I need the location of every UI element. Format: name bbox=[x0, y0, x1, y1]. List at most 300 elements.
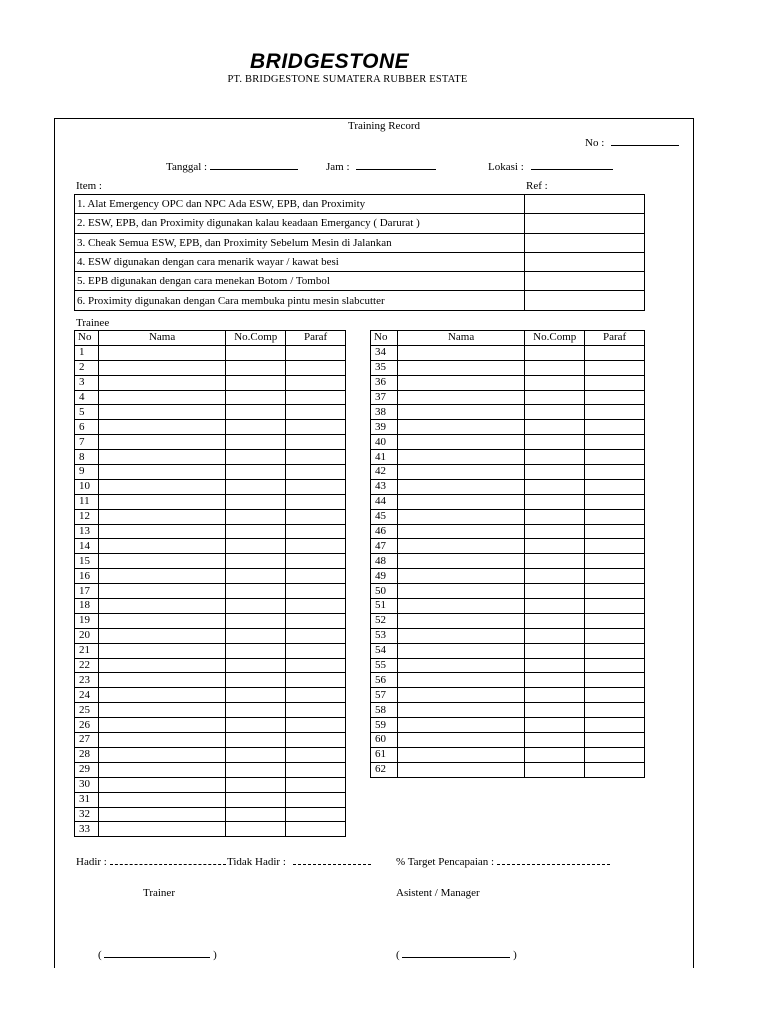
row-number: 49 bbox=[371, 569, 398, 584]
trainee-row bbox=[371, 375, 645, 390]
nocomp-cell[interactable] bbox=[525, 747, 585, 762]
nocomp-cell[interactable] bbox=[226, 658, 286, 673]
paraf-cell[interactable] bbox=[585, 420, 645, 435]
target-blank[interactable] bbox=[497, 854, 610, 865]
trainer-signature-blank[interactable] bbox=[104, 947, 210, 958]
row-number: 43 bbox=[371, 479, 398, 494]
paraf-cell[interactable] bbox=[286, 375, 346, 390]
nocomp-cell[interactable] bbox=[525, 688, 585, 703]
nama-cell[interactable] bbox=[98, 703, 225, 718]
nocomp-cell[interactable] bbox=[226, 479, 286, 494]
nocomp-cell[interactable] bbox=[226, 390, 286, 405]
nama-cell[interactable] bbox=[98, 599, 225, 614]
nama-cell[interactable] bbox=[98, 420, 225, 435]
paraf-cell[interactable] bbox=[585, 494, 645, 509]
trainee-row bbox=[75, 703, 346, 718]
item-text: 6. Proximity digunakan dengan Cara membuka pintu mesin slabcutter bbox=[75, 291, 525, 310]
nama-cell[interactable] bbox=[397, 733, 524, 748]
nocomp-cell[interactable] bbox=[226, 718, 286, 733]
paraf-cell[interactable] bbox=[585, 509, 645, 524]
nama-cell[interactable] bbox=[98, 554, 225, 569]
trainee-header-row bbox=[75, 331, 346, 346]
paraf-cell[interactable] bbox=[286, 807, 346, 822]
paraf-cell[interactable] bbox=[585, 688, 645, 703]
paraf-cell[interactable] bbox=[286, 450, 346, 465]
nama-cell[interactable] bbox=[397, 688, 524, 703]
ref-cell[interactable] bbox=[525, 291, 645, 310]
nocomp-cell[interactable] bbox=[525, 524, 585, 539]
trainee-body-left bbox=[75, 345, 346, 836]
nama-cell[interactable] bbox=[397, 375, 524, 390]
trainee-row bbox=[371, 479, 645, 494]
paraf-cell[interactable] bbox=[585, 375, 645, 390]
row-number: 37 bbox=[371, 390, 398, 405]
row-number: 50 bbox=[371, 584, 398, 599]
paraf-cell[interactable] bbox=[286, 628, 346, 643]
paraf-cell[interactable] bbox=[585, 747, 645, 762]
col-no: No bbox=[371, 331, 398, 346]
paraf-cell[interactable] bbox=[286, 435, 346, 450]
paraf-cell[interactable] bbox=[286, 345, 346, 360]
nama-cell[interactable] bbox=[397, 628, 524, 643]
nocomp-cell[interactable] bbox=[226, 360, 286, 375]
trainee-row bbox=[75, 673, 346, 688]
row-number: 24 bbox=[75, 688, 99, 703]
nocomp-cell[interactable] bbox=[525, 658, 585, 673]
nocomp-cell[interactable] bbox=[226, 494, 286, 509]
row-number: 38 bbox=[371, 405, 398, 420]
paraf-cell[interactable] bbox=[585, 405, 645, 420]
row-number: 51 bbox=[371, 599, 398, 614]
trainee-row bbox=[75, 390, 346, 405]
ref-cell[interactable] bbox=[525, 272, 645, 291]
nocomp-cell[interactable] bbox=[525, 613, 585, 628]
row-number: 9 bbox=[75, 465, 99, 480]
nocomp-cell[interactable] bbox=[525, 465, 585, 480]
nama-cell[interactable] bbox=[98, 479, 225, 494]
nocomp-cell[interactable] bbox=[525, 762, 585, 777]
nocomp-cell[interactable] bbox=[525, 420, 585, 435]
nocomp-cell[interactable] bbox=[525, 643, 585, 658]
paraf-cell[interactable] bbox=[585, 345, 645, 360]
row-number: 46 bbox=[371, 524, 398, 539]
paraf-cell[interactable] bbox=[585, 733, 645, 748]
tanggal-label: Tanggal : bbox=[166, 161, 208, 173]
nocomp-cell[interactable] bbox=[226, 524, 286, 539]
paraf-cell[interactable] bbox=[286, 762, 346, 777]
trainee-row bbox=[75, 360, 346, 375]
nocomp-cell[interactable] bbox=[226, 747, 286, 762]
row-number: 13 bbox=[75, 524, 99, 539]
nama-cell[interactable] bbox=[397, 360, 524, 375]
nocomp-cell[interactable] bbox=[226, 450, 286, 465]
nocomp-cell[interactable] bbox=[525, 569, 585, 584]
nocomp-cell[interactable] bbox=[226, 733, 286, 748]
paraf-cell[interactable] bbox=[286, 584, 346, 599]
nocomp-cell[interactable] bbox=[226, 792, 286, 807]
nocomp-cell[interactable] bbox=[226, 554, 286, 569]
row-number: 19 bbox=[75, 613, 99, 628]
nama-cell[interactable] bbox=[98, 718, 225, 733]
item-row bbox=[75, 195, 645, 214]
nocomp-cell[interactable] bbox=[226, 584, 286, 599]
nama-cell[interactable] bbox=[397, 569, 524, 584]
nama-cell[interactable] bbox=[98, 807, 225, 822]
nama-cell[interactable] bbox=[98, 673, 225, 688]
row-number: 42 bbox=[371, 465, 398, 480]
paraf-cell[interactable] bbox=[585, 613, 645, 628]
jam-blank[interactable] bbox=[356, 159, 436, 170]
trainee-row bbox=[371, 688, 645, 703]
paraf-cell[interactable] bbox=[585, 524, 645, 539]
row-number: 41 bbox=[371, 450, 398, 465]
paraf-cell[interactable] bbox=[286, 599, 346, 614]
row-number: 8 bbox=[75, 450, 99, 465]
trainee-row bbox=[371, 718, 645, 733]
paraf-cell[interactable] bbox=[286, 390, 346, 405]
nama-cell[interactable] bbox=[98, 777, 225, 792]
no-label: No : bbox=[585, 137, 605, 149]
nama-cell[interactable] bbox=[397, 643, 524, 658]
trainee-row bbox=[75, 628, 346, 643]
company-name: PT. BRIDGESTONE SUMATERA RUBBER ESTATE bbox=[227, 74, 468, 85]
paraf-cell[interactable] bbox=[585, 569, 645, 584]
nocomp-cell[interactable] bbox=[525, 673, 585, 688]
nocomp-cell[interactable] bbox=[226, 822, 286, 837]
trainee-row bbox=[371, 539, 645, 554]
nama-cell[interactable] bbox=[98, 390, 225, 405]
paraf-cell[interactable] bbox=[286, 360, 346, 375]
nocomp-cell[interactable] bbox=[525, 539, 585, 554]
paraf-cell[interactable] bbox=[585, 360, 645, 375]
row-number: 21 bbox=[75, 643, 99, 658]
tidak-hadir-blank[interactable] bbox=[293, 854, 371, 865]
nama-cell[interactable] bbox=[98, 524, 225, 539]
nocomp-cell[interactable] bbox=[525, 405, 585, 420]
row-number: 5 bbox=[75, 405, 99, 420]
ref-cell[interactable] bbox=[525, 252, 645, 271]
nama-cell[interactable] bbox=[397, 420, 524, 435]
paraf-cell[interactable] bbox=[286, 733, 346, 748]
nocomp-cell[interactable] bbox=[226, 688, 286, 703]
item-text: 4. ESW digunakan dengan cara menarik wayar / kawat besi bbox=[75, 252, 525, 271]
nama-cell[interactable] bbox=[98, 688, 225, 703]
trainee-row bbox=[371, 628, 645, 643]
nama-cell[interactable] bbox=[397, 465, 524, 480]
paraf-cell[interactable] bbox=[585, 628, 645, 643]
close-paren: ) bbox=[213, 949, 217, 961]
lokasi-field bbox=[488, 159, 613, 173]
trainee-row bbox=[75, 643, 346, 658]
trainee-body-right bbox=[371, 345, 645, 777]
item-row bbox=[75, 233, 645, 252]
nama-cell[interactable] bbox=[397, 718, 524, 733]
nama-cell[interactable] bbox=[98, 584, 225, 599]
nama-cell[interactable] bbox=[98, 643, 225, 658]
paraf-cell[interactable] bbox=[286, 465, 346, 480]
close-paren: ) bbox=[513, 949, 517, 961]
nocomp-cell[interactable] bbox=[226, 405, 286, 420]
nocomp-cell[interactable] bbox=[226, 599, 286, 614]
trainee-row bbox=[371, 703, 645, 718]
paraf-cell[interactable] bbox=[286, 747, 346, 762]
nama-cell[interactable] bbox=[397, 450, 524, 465]
paraf-cell[interactable] bbox=[286, 777, 346, 792]
trainee-row bbox=[75, 658, 346, 673]
paraf-cell[interactable] bbox=[585, 762, 645, 777]
nama-cell[interactable] bbox=[397, 479, 524, 494]
row-number: 33 bbox=[75, 822, 99, 837]
paraf-cell[interactable] bbox=[286, 792, 346, 807]
nocomp-cell[interactable] bbox=[525, 509, 585, 524]
tanggal-blank[interactable] bbox=[210, 159, 298, 170]
ref-cell[interactable] bbox=[525, 214, 645, 233]
paraf-cell[interactable] bbox=[286, 494, 346, 509]
trainee-row bbox=[75, 345, 346, 360]
row-number: 57 bbox=[371, 688, 398, 703]
trainee-row bbox=[371, 613, 645, 628]
row-number: 56 bbox=[371, 673, 398, 688]
row-number: 40 bbox=[371, 435, 398, 450]
nama-cell[interactable] bbox=[98, 613, 225, 628]
open-paren: ( bbox=[98, 949, 102, 961]
nama-cell[interactable] bbox=[98, 360, 225, 375]
nocomp-cell[interactable] bbox=[525, 628, 585, 643]
col-no: No bbox=[75, 331, 99, 346]
no-blank[interactable] bbox=[611, 135, 679, 146]
nocomp-cell[interactable] bbox=[226, 375, 286, 390]
nocomp-cell[interactable] bbox=[525, 390, 585, 405]
nama-cell[interactable] bbox=[98, 733, 225, 748]
trainee-row bbox=[371, 599, 645, 614]
paraf-cell[interactable] bbox=[286, 703, 346, 718]
nama-cell[interactable] bbox=[397, 673, 524, 688]
paraf-cell[interactable] bbox=[286, 405, 346, 420]
nama-cell[interactable] bbox=[98, 762, 225, 777]
row-number: 2 bbox=[75, 360, 99, 375]
paraf-cell[interactable] bbox=[286, 554, 346, 569]
nocomp-cell[interactable] bbox=[226, 613, 286, 628]
nama-cell[interactable] bbox=[98, 450, 225, 465]
jam-label: Jam : bbox=[326, 161, 350, 173]
nama-cell[interactable] bbox=[397, 435, 524, 450]
trainee-row bbox=[371, 524, 645, 539]
nama-cell[interactable] bbox=[397, 524, 524, 539]
nama-cell[interactable] bbox=[98, 494, 225, 509]
no-field bbox=[585, 135, 679, 149]
trainee-row bbox=[75, 554, 346, 569]
nocomp-cell[interactable] bbox=[226, 420, 286, 435]
nama-cell[interactable] bbox=[397, 599, 524, 614]
ref-cell[interactable] bbox=[525, 195, 645, 214]
nama-cell[interactable] bbox=[397, 345, 524, 360]
paraf-cell[interactable] bbox=[585, 539, 645, 554]
nama-cell[interactable] bbox=[397, 658, 524, 673]
paraf-cell[interactable] bbox=[286, 420, 346, 435]
nocomp-cell[interactable] bbox=[525, 718, 585, 733]
nama-cell[interactable] bbox=[397, 747, 524, 762]
paraf-cell[interactable] bbox=[286, 613, 346, 628]
nama-cell[interactable] bbox=[98, 628, 225, 643]
trainee-row bbox=[75, 405, 346, 420]
paraf-cell[interactable] bbox=[585, 435, 645, 450]
nama-cell[interactable] bbox=[397, 494, 524, 509]
row-number: 30 bbox=[75, 777, 99, 792]
item-row bbox=[75, 272, 645, 291]
nama-cell[interactable] bbox=[98, 509, 225, 524]
bridgestone-logo: BRIDGESTONE bbox=[250, 50, 410, 73]
paraf-cell[interactable] bbox=[286, 688, 346, 703]
paraf-cell[interactable] bbox=[585, 554, 645, 569]
row-number: 4 bbox=[75, 390, 99, 405]
nocomp-cell[interactable] bbox=[525, 554, 585, 569]
nama-cell[interactable] bbox=[98, 405, 225, 420]
paraf-cell[interactable] bbox=[286, 524, 346, 539]
nocomp-cell[interactable] bbox=[226, 807, 286, 822]
row-number: 52 bbox=[371, 613, 398, 628]
paraf-cell[interactable] bbox=[585, 673, 645, 688]
nocomp-cell[interactable] bbox=[226, 643, 286, 658]
nocomp-cell[interactable] bbox=[226, 777, 286, 792]
nocomp-cell[interactable] bbox=[525, 733, 585, 748]
nocomp-cell[interactable] bbox=[525, 345, 585, 360]
nocomp-cell[interactable] bbox=[525, 375, 585, 390]
nocomp-cell[interactable] bbox=[226, 539, 286, 554]
row-number: 1 bbox=[75, 345, 99, 360]
row-number: 18 bbox=[75, 599, 99, 614]
hadir-blank[interactable] bbox=[110, 854, 226, 865]
nocomp-cell[interactable] bbox=[525, 703, 585, 718]
paraf-cell[interactable] bbox=[585, 465, 645, 480]
nama-cell[interactable] bbox=[98, 345, 225, 360]
nama-cell[interactable] bbox=[98, 375, 225, 390]
ref-cell[interactable] bbox=[525, 233, 645, 252]
nama-cell[interactable] bbox=[397, 539, 524, 554]
row-number: 36 bbox=[371, 375, 398, 390]
lokasi-blank[interactable] bbox=[531, 159, 613, 170]
nocomp-cell[interactable] bbox=[226, 628, 286, 643]
nocomp-cell[interactable] bbox=[525, 479, 585, 494]
row-number: 16 bbox=[75, 569, 99, 584]
paraf-cell[interactable] bbox=[585, 658, 645, 673]
trainee-row bbox=[75, 613, 346, 628]
row-number: 20 bbox=[75, 628, 99, 643]
nocomp-cell[interactable] bbox=[226, 569, 286, 584]
row-number: 35 bbox=[371, 360, 398, 375]
trainee-row bbox=[75, 509, 346, 524]
nocomp-cell[interactable] bbox=[226, 465, 286, 480]
row-number: 17 bbox=[75, 584, 99, 599]
trainee-row bbox=[371, 360, 645, 375]
paraf-cell[interactable] bbox=[286, 718, 346, 733]
nama-cell[interactable] bbox=[98, 747, 225, 762]
paraf-cell[interactable] bbox=[585, 599, 645, 614]
paraf-cell[interactable] bbox=[585, 703, 645, 718]
row-number: 58 bbox=[371, 703, 398, 718]
row-number: 11 bbox=[75, 494, 99, 509]
nocomp-cell[interactable] bbox=[226, 345, 286, 360]
paraf-cell[interactable] bbox=[286, 822, 346, 837]
nocomp-cell[interactable] bbox=[226, 703, 286, 718]
trainee-row bbox=[75, 584, 346, 599]
lokasi-label: Lokasi : bbox=[488, 161, 524, 173]
paraf-cell[interactable] bbox=[286, 479, 346, 494]
paraf-cell[interactable] bbox=[286, 643, 346, 658]
paraf-cell[interactable] bbox=[286, 673, 346, 688]
nocomp-cell[interactable] bbox=[525, 599, 585, 614]
manager-signature-blank[interactable] bbox=[402, 947, 510, 958]
nocomp-cell[interactable] bbox=[226, 435, 286, 450]
nama-cell[interactable] bbox=[98, 658, 225, 673]
item-text: 3. Cheak Semua ESW, EPB, dan Proximity Sebelum Mesin di Jalankan bbox=[75, 233, 525, 252]
nama-cell[interactable] bbox=[98, 822, 225, 837]
row-number: 47 bbox=[371, 539, 398, 554]
nama-cell[interactable] bbox=[98, 569, 225, 584]
row-number: 27 bbox=[75, 733, 99, 748]
form-title: Training Record bbox=[347, 120, 420, 132]
nocomp-cell[interactable] bbox=[525, 450, 585, 465]
nama-cell[interactable] bbox=[98, 435, 225, 450]
paraf-cell[interactable] bbox=[286, 569, 346, 584]
trainee-row bbox=[75, 807, 346, 822]
nama-cell[interactable] bbox=[98, 539, 225, 554]
nama-cell[interactable] bbox=[397, 613, 524, 628]
row-number: 39 bbox=[371, 420, 398, 435]
paraf-cell[interactable] bbox=[585, 584, 645, 599]
nama-cell[interactable] bbox=[397, 584, 524, 599]
nama-cell[interactable] bbox=[397, 762, 524, 777]
paraf-cell[interactable] bbox=[286, 539, 346, 554]
paraf-cell[interactable] bbox=[585, 479, 645, 494]
paraf-cell[interactable] bbox=[585, 643, 645, 658]
nocomp-cell[interactable] bbox=[226, 509, 286, 524]
nocomp-cell[interactable] bbox=[525, 584, 585, 599]
trainee-row bbox=[75, 420, 346, 435]
paraf-cell[interactable] bbox=[286, 658, 346, 673]
nocomp-cell[interactable] bbox=[525, 360, 585, 375]
row-number: 34 bbox=[371, 345, 398, 360]
nama-cell[interactable] bbox=[397, 554, 524, 569]
nama-cell[interactable] bbox=[98, 792, 225, 807]
nama-cell[interactable] bbox=[397, 390, 524, 405]
nama-cell[interactable] bbox=[98, 465, 225, 480]
nocomp-cell[interactable] bbox=[226, 762, 286, 777]
item-row bbox=[75, 214, 645, 233]
nocomp-cell[interactable] bbox=[226, 673, 286, 688]
nocomp-cell[interactable] bbox=[525, 435, 585, 450]
paraf-cell[interactable] bbox=[585, 450, 645, 465]
manager-label: Asistent / Manager bbox=[396, 887, 480, 899]
tidak-hadir-label: Tidak Hadir : bbox=[227, 856, 286, 868]
nocomp-cell[interactable] bbox=[525, 494, 585, 509]
row-number: 3 bbox=[75, 375, 99, 390]
row-number: 62 bbox=[371, 762, 398, 777]
nama-cell[interactable] bbox=[397, 405, 524, 420]
trainee-row bbox=[371, 405, 645, 420]
row-number: 25 bbox=[75, 703, 99, 718]
trainee-row bbox=[75, 792, 346, 807]
trainee-row bbox=[371, 450, 645, 465]
paraf-cell[interactable] bbox=[585, 718, 645, 733]
col-nama: Nama bbox=[397, 331, 524, 346]
tanggal-field bbox=[166, 159, 298, 173]
row-number: 10 bbox=[75, 479, 99, 494]
nama-cell[interactable] bbox=[397, 509, 524, 524]
row-number: 29 bbox=[75, 762, 99, 777]
nama-cell[interactable] bbox=[397, 703, 524, 718]
paraf-cell[interactable] bbox=[585, 390, 645, 405]
paraf-cell[interactable] bbox=[286, 509, 346, 524]
